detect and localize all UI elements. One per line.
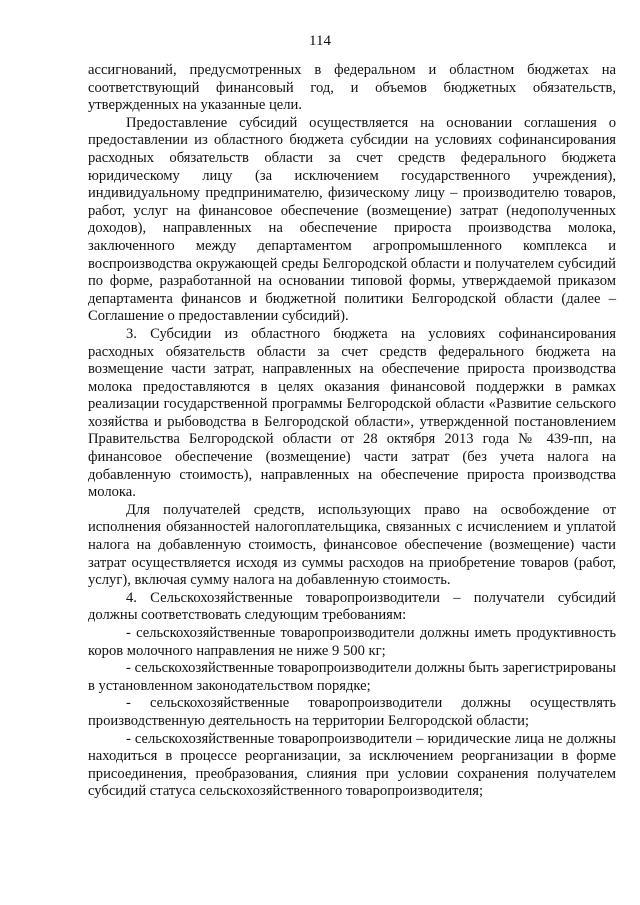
paragraph: 4. Сельскохозяйственные товаропроизводители – получатели субсидий должны соответствовать следующим требованиям: [88,589,616,624]
document-body [88,62,616,801]
paragraph: ассигнований, предусмотренных в федеральном и областном бюджетах на соответствующий финансовый год, и объемов бюджетных обязательств, утвержденных на указанные цели. [88,62,616,114]
page-number: 114 [309,33,331,49]
list-item: - сельскохозяйственные товаропроизводители должны быть зарегистрированы в установленном законодательством порядке; [88,660,616,694]
list-item: - сельскохозяйственные товаропроизводители должны иметь продуктивность коров молочного направления не ниже 9 500 кг; [88,625,616,659]
paragraph: Предоставление субсидий осуществляется на основании соглашения о предоставлении из областного бюджета субсидии на условиях софинансирования расходных обязательств области за счет средств федерального бюджета юридическому лицу (за исключением государственного учреждения), индивидуальному предпринимателю, физическому лицу – производителю товаров, работ, услуг на финансовое обеспечение (возмещение) затрат (недополученных доходов), направленных на обеспечение прироста производства молока, заключенного между департаментом агропромышленного комплекса и воспроизводства окружающей среды Белгородской области и получателем субсидий по форме, разработанной на основании типовой формы, утверждаемой приказом департамента финансов и бюджетной политики Белгородской области (далее – Соглашение о предоставлении субсидий). [88,114,616,325]
paragraph: Для получателей средств, использующих право на освобождение от исполнения обязанностей налогоплательщика, связанных с исчислением и уплатой налога на добавленную стоимость, финансовое обеспечение (возмещение) части затрат осуществляется исходя из суммы расходов на приобретение товаров (работ, услуг), включая сумму налога на добавленную стоимость. [88,501,616,589]
list-item: - сельскохозяйственные товаропроизводители должны осуществлять производственную деятельность на территории Белгородской области; [88,695,616,729]
list-item: - сельскохозяйственные товаропроизводители – юридические лица не должны находиться в процессе реорганизации, за исключением реорганизации в форме присоединения, преобразования, слияния при условии сохранения получателем субсидий статуса сельскохозяйственного товаропроизводителя; [88,730,616,800]
paragraph: 3. Субсидии из областного бюджета на условиях софинансирования расходных обязательств области за счет средств федерального бюджета на возмещение части затрат, направленных на обеспечение прироста производства молока предоставляются в целях оказания финансовой поддержки в рамках реализации государственной программы Белгородской области «Развитие сельского хозяйства и рыбоводства в Белгородской области», утвержденной постановлением Правительства Белгородской области от 28 октября 2013 года № 439-пп, на финансовое обеспечение (возмещение) части затрат (без учета налога на добавленную стоимость), направленных на обеспечение прироста производства молока. [88,325,616,501]
